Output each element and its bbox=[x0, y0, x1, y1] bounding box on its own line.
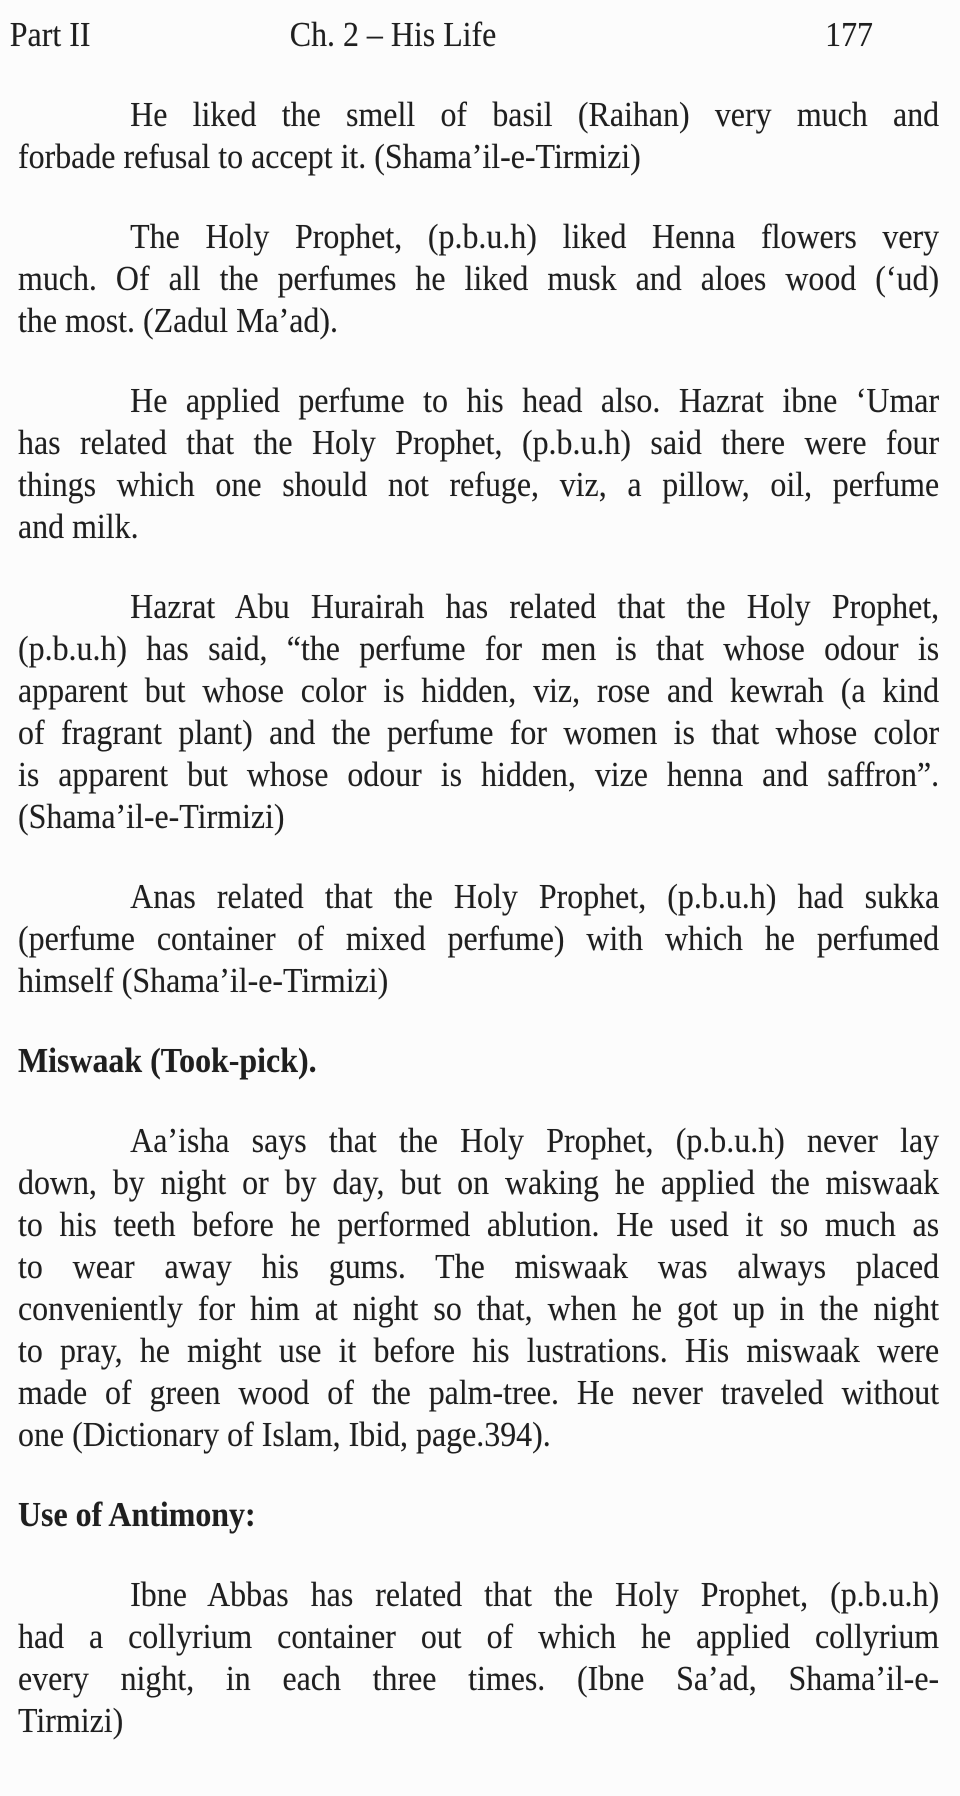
page-header bbox=[9, 14, 939, 56]
text-line: down, by night or by day, but on waking he applied the miswaak bbox=[18, 1163, 940, 1202]
text-line: (p.b.u.h) has said, “the perfume for men is that whose odour is bbox=[18, 629, 940, 668]
paragraph bbox=[18, 1120, 939, 1456]
text-line: (perfume container of mixed perfume) with which he perfumed bbox=[18, 919, 940, 958]
text-line: forbade refusal to accept it. (Shama’il-e-Tirmizi) bbox=[18, 137, 641, 176]
page-content bbox=[9, 14, 940, 1742]
text-line: has related that the Holy Prophet, (p.b.u.h) said there were four bbox=[18, 423, 940, 462]
text-line: Aa’isha says that the Holy Prophet, (p.b.u.h) never lay bbox=[130, 1121, 940, 1160]
text-line: conveniently for him at night so that, when he got up in the night bbox=[18, 1289, 940, 1328]
header-part-label: Part II bbox=[9, 15, 91, 54]
text-line: made of green wood of the palm-tree. He never traveled without bbox=[18, 1373, 940, 1412]
paragraph bbox=[18, 586, 939, 838]
text-line: (Shama’il-e-Tirmizi) bbox=[18, 797, 285, 836]
text-line: had a collyrium container out of which he applied collyrium bbox=[18, 1617, 940, 1656]
text-line: Anas related that the Holy Prophet, (p.b.u.h) had sukka bbox=[130, 877, 940, 916]
paragraph bbox=[18, 1574, 939, 1742]
text-line: much. Of all the perfumes he liked musk and aloes wood (‘ud) bbox=[18, 259, 940, 298]
text-line: Ibne Abbas has related that the Holy Prophet, (p.b.u.h) bbox=[130, 1575, 940, 1614]
text-line: of fragrant plant) and the perfume for women is that whose color bbox=[18, 713, 940, 752]
text-line: Tirmizi) bbox=[18, 1701, 124, 1740]
text-line: is apparent but whose odour is hidden, vize henna and saffron”. bbox=[18, 755, 940, 794]
header-page-number: 177 bbox=[825, 15, 873, 54]
text-line: things which one should not refuge, viz, a pillow, oil, perfume bbox=[18, 465, 940, 504]
text-line: Hazrat Abu Hurairah has related that the Holy Prophet, bbox=[130, 587, 940, 626]
paragraph bbox=[18, 876, 939, 1002]
section-heading: Use of Antimony: bbox=[18, 1495, 256, 1534]
text-line: the most. (Zadul Ma’ad). bbox=[18, 301, 338, 340]
text-line: He applied perfume to his head also. Hazrat ibne ‘Umar bbox=[130, 381, 940, 420]
page-body bbox=[18, 94, 939, 1742]
paragraph bbox=[18, 380, 939, 548]
text-line: one (Dictionary of Islam, Ibid, page.394). bbox=[18, 1415, 551, 1454]
text-line: apparent but whose color is hidden, viz, rose and kewrah (a kind bbox=[18, 671, 940, 710]
text-line: The Holy Prophet, (p.b.u.h) liked Henna flowers very bbox=[130, 217, 940, 256]
section-heading: Miswaak (Took-pick). bbox=[18, 1041, 317, 1080]
text-line: every night, in each three times. (Ibne Sa’ad, Shama’il-e- bbox=[18, 1659, 940, 1698]
text-line: He liked the smell of basil (Raihan) very much and bbox=[130, 95, 940, 134]
header-chapter-title: Ch. 2 – His Life bbox=[289, 15, 497, 54]
paragraph bbox=[18, 94, 939, 178]
text-line: and milk. bbox=[18, 507, 139, 546]
text-line: to his teeth before he performed ablution. He used it so much as bbox=[18, 1205, 940, 1244]
paragraph bbox=[18, 216, 939, 342]
text-line: to pray, he might use it before his lustrations. His miswaak were bbox=[18, 1331, 940, 1370]
text-line: himself (Shama’il-e-Tirmizi) bbox=[18, 961, 389, 1000]
text-line: to wear away his gums. The miswaak was always placed bbox=[18, 1247, 940, 1286]
